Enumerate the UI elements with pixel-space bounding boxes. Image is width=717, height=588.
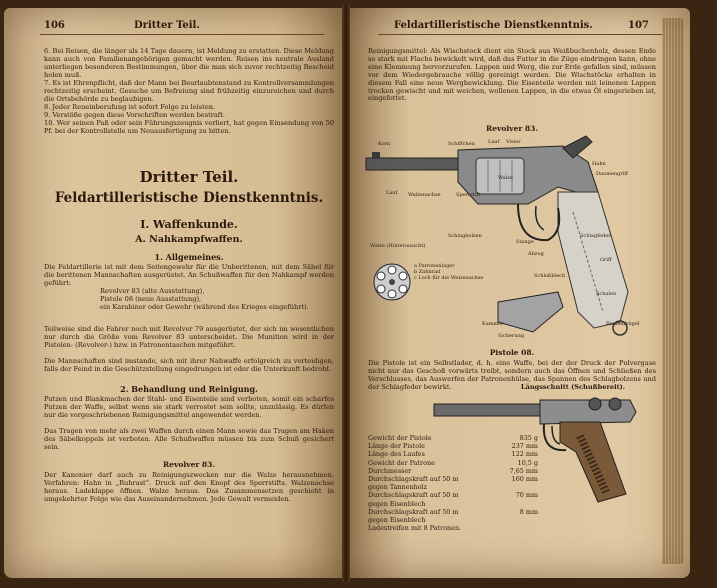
page-edges	[662, 18, 684, 564]
figure-label: Visier	[506, 139, 521, 145]
running-head: Feldartilleristische Dienstkenntnis.	[394, 20, 593, 31]
figure-label: c Loch für die Walzenachse	[414, 275, 484, 281]
figure-caption: Längsschnitt (Schußbereit).	[520, 383, 626, 391]
spec-row: Durchschlagskraft auf 50 m gegen Eisenblech 8 mm	[368, 507, 538, 525]
left-page	[4, 8, 344, 578]
figure-label: Schiffchen	[448, 141, 475, 147]
paragraph: Das Tragen von mehr als zwei Waffen durch einen Mann sowie das Tragen am Haken des Säbelkoppels ist verboten. Alle Schußwaffen müssen bis zum Schuß gesichert sein.	[44, 427, 334, 451]
figure-label: a Patronenlager	[414, 263, 455, 269]
figure-title: Pistole 08.	[489, 348, 535, 357]
running-head: Dritter Teil.	[134, 20, 200, 31]
list-item: 6. Bei Reisen, die länger als 14 Tage dauern, ist Meldung zu erstatten. Diese Meldung kann auch von Familienangehörigen gemacht werden. Reisen ins neutrale Ausland unterliegen besonderen Bestimmungen, über die man sich zuvor rechtzeitig Bescheid holen muß.	[44, 47, 334, 79]
spec-row: Ladestreifen mit 8 Patronen.	[368, 524, 462, 533]
figure-label: Sperrstift	[456, 192, 481, 198]
right-page	[348, 8, 690, 578]
paragraph: Die Pistole ist ein Selbstlader, d. h. eine Waffe, bei der der Druck der Pulvergase nicht nur das Geschoß vorwärts treibt, sondern auch das Öffnen und Schließen des Verschlusses, das Auswerfen der Patronenhülse, das Spannen des Schlagbolzens und der Schlagfeder bewirkt.	[368, 359, 656, 391]
heading: Revolver 83.	[163, 460, 215, 469]
header-rule	[40, 34, 324, 35]
figure-label: Walze	[498, 175, 513, 181]
list-item: 7. Es ist Ehrenpflicht, daß der Mann bei Beurlaubtenstand zu Kontrollversammlungen rechtzeitig erscheint. Gesuche um Befreiung sind frühzeitig einzureichen und durch die Ortsbehörde zu beglaubigen.	[44, 79, 334, 103]
spec-row: Durchschlagskraft auf 50 m gegen Tannenholz 160 mm	[368, 475, 538, 492]
figure-label: Walzenachse	[408, 192, 441, 198]
paragraph: Der Kanonier darf auch zu Reinigungszwecken nur die Walze herausnehmen. Verfahren: Hahn in „Ruhrast“. Druck auf den Knopf des Sperrstifts. Walzenachse heraus. Ladeklappe öffnen. Walze heraus. Das Zusammensetzen geschieht in umgekehrter Folge wie das Auseinandernehmen. Jede Gewalt vermeiden.	[44, 471, 334, 503]
figure-title: Revolver 83.	[486, 124, 538, 133]
figure-label: Lauf	[386, 190, 398, 196]
heading: 1. Allgemeines.	[154, 252, 224, 262]
paragraph: Teilweise sind die Fahrer noch mit Revolver 79 ausgerüstet, der sich im wesentlichen nur durch die Größe vom Revolver 83 unterscheidet. Die Munition wird in der Pistolen- (Revolver-) bzw. in Patronentaschen mitgeführt.	[44, 325, 334, 349]
section-title: I. Waffenkunde.	[140, 218, 238, 231]
paragraph: Reinigungsmittel: Als Wischstock dient ein Stock aus Weißbuchenholz, dessen Ende so stark mit Flachs bewickelt wird, daß das Futter in die Züge eindringen kann, ohne eine Klemmung hervorzurufen. Lappen und Werg, die zur Erde gefallen sind, müssen vor dem Wiedergebrauche völlig gereinigt werden. Die Wischstöcke erhalten in diesem Fall eine neue Werghewicklung. Die Eisenteile werden mit leinenen Lappen trocken gewischt und mit weichen, wollenen Lappen, in die etwas Öl eingerieben ist, eingefettet.	[368, 47, 656, 103]
spec-row: Gewicht der Patrone 10,5 g	[368, 458, 538, 467]
list-item: 10. Wer seinen Paß oder sein Führungszeugnis verliert, hat gegen Einsendung von 50 Pf. bei der Kontrollstelle um Neuausfertigung zu bitten.	[44, 119, 334, 135]
figure-label: Korn	[378, 141, 391, 147]
figure-label: Sicherung	[498, 333, 525, 339]
part-title: Dritter Teil.	[139, 168, 239, 186]
heading: 2. Behandlung und Reinigung.	[120, 384, 258, 394]
page-number: 106	[44, 20, 65, 31]
figure-label: Schlagbolzen	[448, 233, 482, 239]
figure-label: Schalen	[596, 291, 617, 297]
paragraph: Die Mannschaften sind imstande, sich mit ihrer Nahwaffe erfolgreich zu verteidigen, falls der Feind in die Geschützstellung eingedrungen ist oder die Unterkunft bedroht.	[44, 357, 334, 373]
part-subtitle: Feldartilleristische Dienstkenntnis.	[54, 190, 324, 206]
spec-row: Durchschlagskraft auf 50 m gegen Eisenblech 70 mm	[368, 491, 538, 508]
figure-label: b Zahnrad	[414, 269, 441, 275]
spec-row: Durchmesser 7,65 mm	[368, 466, 538, 475]
spec-row: Länge der Pistole 237 mm	[368, 442, 538, 451]
weapon-item: ein Karabiner oder Gewehr (während des Krieges eingeführt).	[100, 303, 309, 311]
spec-row: Gewicht der Pistole 835 g	[368, 434, 538, 442]
list-item: 8. Jeder Reueinberufung ist sofort Folge zu leisten.	[44, 103, 216, 111]
figure-label: Griff	[600, 257, 612, 263]
paragraph: Putzen und Blankmachen der Stahl- und Eisenteile sind verboten, somit ein scharfes Putzen der Waffe, selbst wenn sie stark verrostet sein sollte, unzulässig. Es dürfen nur die vorgeschriebenen Reinigungsmittel angewendet werden.	[44, 395, 334, 419]
spec-table	[368, 434, 548, 532]
figure-label: Kammer	[482, 321, 504, 327]
weapon-item: Pistole 08 (neue Ausstattung),	[100, 295, 202, 303]
figure-label: Riemenbügel	[606, 321, 640, 327]
figure-label: Hahn	[592, 161, 606, 167]
figure-label: Schloßblech	[534, 273, 566, 279]
figure-label: Lauf	[488, 139, 500, 145]
figure-label: Schlagfeder	[580, 233, 611, 239]
figure-label: Abzug	[528, 251, 544, 257]
page-number: 107	[628, 20, 649, 31]
subsection-title: A. Nahkampfwaffen.	[135, 234, 243, 245]
weapon-item: Revolver 83 (alte Ausstattung),	[100, 287, 205, 295]
list-item: 9. Verstöße gegen diese Vorschriften werden bestraft.	[44, 111, 225, 119]
spec-row: Länge des Laufes 122 mm	[368, 450, 538, 459]
book-gutter	[342, 4, 350, 582]
figure-label: Daumengriff	[596, 171, 628, 177]
figure-label: Stange	[516, 239, 534, 245]
paragraph: Die Feldartillerie ist mit dem Seitengewehr für die Unberittenen, mit dem Säbel für die berittenen Mannschaften ausgerüstet. An Schußwaffen für den Nahkampf werden geführt:	[44, 263, 334, 287]
figure-label: Walze (Hinterausicht)	[370, 243, 426, 249]
header-rule	[378, 34, 666, 35]
